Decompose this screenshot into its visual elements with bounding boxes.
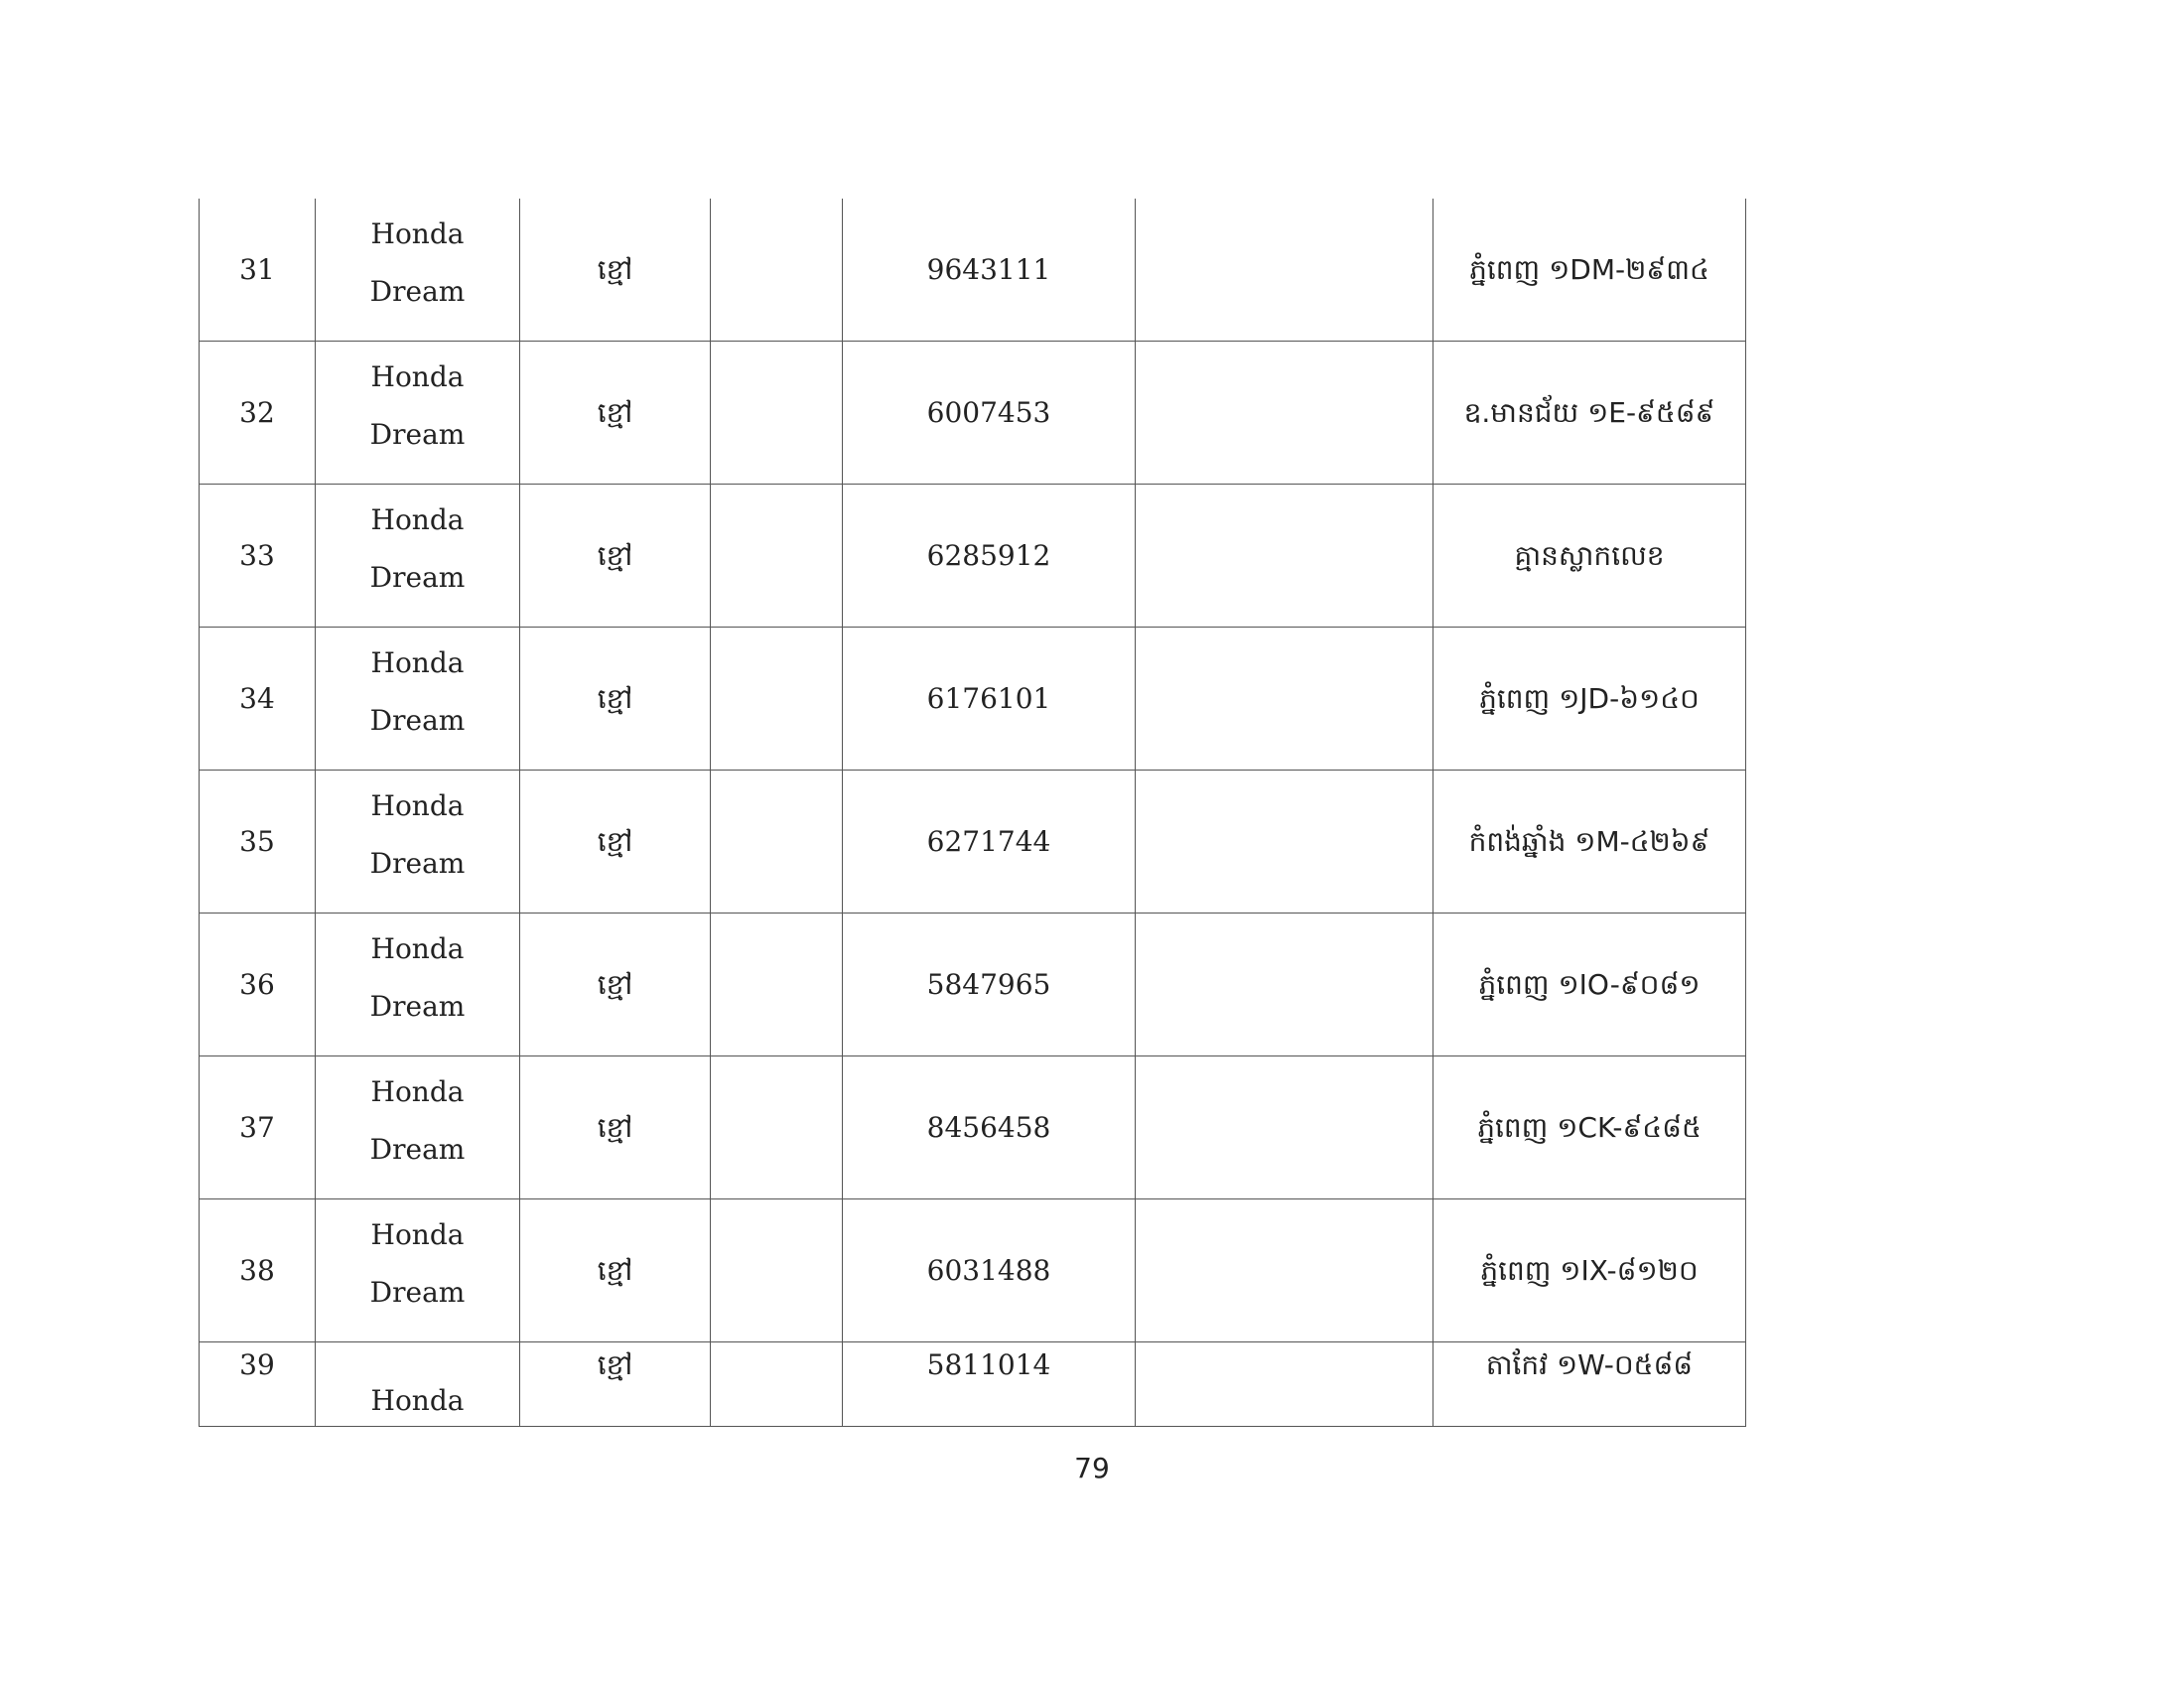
engine-number-cell: 8456458 [843,1056,1136,1199]
row-number-cell: 31 [200,199,316,342]
row-number-cell: 33 [200,485,316,628]
blank-cell [711,342,843,485]
blank-cell [1136,342,1433,485]
row-number-cell: 36 [200,914,316,1056]
model-cell [316,1342,520,1427]
blank-cell [1136,914,1433,1056]
color-cell: ខ្មៅ [520,199,711,342]
model-cell [316,1056,520,1199]
blank-cell [1136,1199,1433,1342]
color-cell: ខ្មៅ [520,914,711,1056]
make-text: Honda [370,1074,465,1108]
model-text: Dream [369,989,466,1023]
make-text: Honda [370,1384,465,1417]
plate-cell: ភ្នំពេញ ១IX-៨១២០ [1433,1199,1746,1342]
table-row [200,1056,1746,1199]
color-cell: ខ្មៅ [520,771,711,914]
blank-cell [711,628,843,771]
model-text: Dream [369,274,466,308]
blank-cell [711,1056,843,1199]
plate-cell: កំពង់ឆ្នាំង ១M-៤២៦៩ [1433,771,1746,914]
table-row [200,914,1746,1056]
engine-number-cell: 6285912 [843,485,1136,628]
engine-number-cell: 9643111 [843,199,1136,342]
plate-cell: ភ្នំពេញ ១CK-៩៤៨៥ [1433,1056,1746,1199]
model-cell [316,485,520,628]
make-text: Honda [370,1217,465,1251]
model-text: Dream [369,560,466,594]
model-text: Dream [369,703,466,737]
row-number-cell: 35 [200,771,316,914]
blank-cell [1136,1056,1433,1199]
table-row [200,199,1746,342]
table-row [200,1199,1746,1342]
model-text: Dream [369,846,466,880]
model-cell [316,771,520,914]
model-cell [316,1199,520,1342]
make-text: Honda [370,502,465,536]
plate-cell: ភ្នំពេញ ១JD-៦១៤០ [1433,628,1746,771]
model-cell [316,199,520,342]
blank-cell [711,485,843,628]
color-cell: ខ្មៅ [520,628,711,771]
color-cell: ខ្មៅ [520,485,711,628]
table-row [200,1342,1746,1427]
make-text: Honda [370,931,465,965]
plate-cell: ភ្នំពេញ ១DM-២៩៣៤ [1433,199,1746,342]
blank-cell [1136,199,1433,342]
blank-cell [711,771,843,914]
table-body [200,199,1746,1427]
blank-cell [1136,1342,1433,1427]
engine-number-cell: 6031488 [843,1199,1136,1342]
page-number: 79 [1074,1452,1110,1484]
blank-cell [1136,628,1433,771]
table-row [200,485,1746,628]
plate-cell: គ្មានស្លាកលេខ [1433,485,1746,628]
color-cell: ខ្មៅ [520,1199,711,1342]
table-row [200,628,1746,771]
row-number-cell: 32 [200,342,316,485]
blank-cell [711,1342,843,1427]
table-row [200,342,1746,485]
make-text: Honda [370,359,465,393]
model-cell [316,628,520,771]
engine-number-cell: 5811014 [843,1342,1136,1427]
blank-cell [711,199,843,342]
engine-number-cell: 5847965 [843,914,1136,1056]
table-row [200,771,1746,914]
color-cell: ខ្មៅ [520,1342,711,1427]
color-cell: ខ្មៅ [520,342,711,485]
engine-number-cell: 6176101 [843,628,1136,771]
row-number-cell: 37 [200,1056,316,1199]
model-cell [316,914,520,1056]
make-text: Honda [370,788,465,822]
blank-cell [1136,485,1433,628]
row-number-cell: 39 [200,1342,316,1427]
blank-cell [1136,771,1433,914]
row-number-cell: 34 [200,628,316,771]
plate-cell: តាកែវ ១W-០៥៨៨ [1433,1342,1746,1427]
vehicle-table [199,199,1746,1427]
model-text: Dream [369,1132,466,1166]
blank-cell [711,914,843,1056]
row-number-cell: 38 [200,1199,316,1342]
blank-cell [711,1199,843,1342]
color-cell: ខ្មៅ [520,1056,711,1199]
make-text: Honda [370,645,465,679]
model-text: Dream [369,417,466,451]
plate-cell: ឧ.មានជ័យ ១E-៩៥៨៩ [1433,342,1746,485]
make-text: Honda [370,216,465,250]
engine-number-cell: 6007453 [843,342,1136,485]
model-cell [316,342,520,485]
engine-number-cell: 6271744 [843,771,1136,914]
model-text: Dream [369,1275,466,1309]
plate-cell: ភ្នំពេញ ១IO-៩០៨១ [1433,914,1746,1056]
